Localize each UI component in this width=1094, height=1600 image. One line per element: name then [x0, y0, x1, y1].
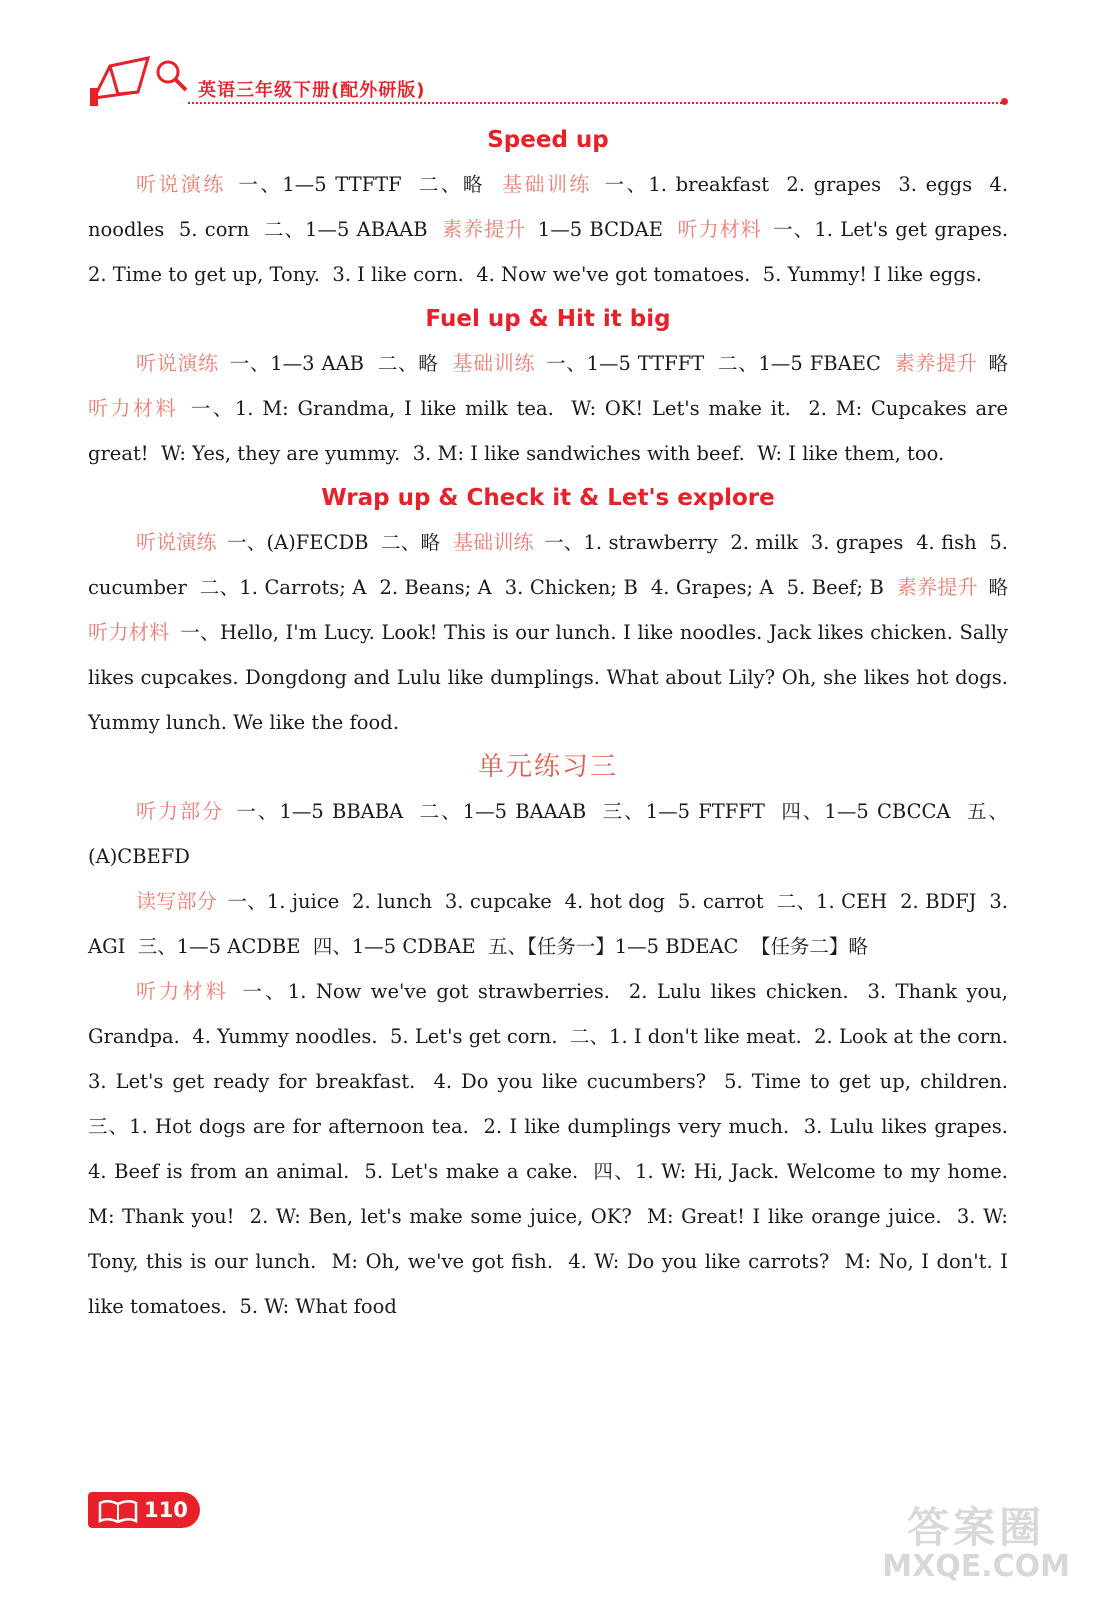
answer-text: 一、1. juice 2. lunch 3. cupcake 4. hot dog 5. carrot 二、1. CEH 2. BDFJ 3. AGI 三、1—5 ACDBE 四、1—5 CDBAE 五、【任务一】1—5 BDEAC 【任务二】略	[88, 890, 1015, 958]
category-label: 素养提升	[896, 575, 978, 599]
answer-text: 一、1. strawberry 2. milk 3. grapes 4. fish 5. cucumber 二、1. Carrots; A 2. Beans; A 3. Chicken; B 4. Grapes; A 5. Beef; B	[88, 531, 1015, 599]
answer-text: 一、1—5 TTFFT 二、1—5 FBAEC	[539, 352, 895, 375]
answer-paragraph	[88, 879, 1015, 969]
answer-text: 略	[982, 576, 1021, 599]
category-label: 听力材料	[88, 396, 179, 420]
category-label: 听力材料	[136, 979, 229, 1003]
category-label: 素养提升	[442, 217, 527, 241]
answer-paragraph	[88, 341, 1021, 476]
category-label: 读写部分	[136, 889, 217, 913]
category-label: 听说演练	[136, 172, 226, 196]
page-number: 110	[144, 1498, 188, 1522]
answer-paragraph	[88, 789, 1008, 879]
page-header	[88, 48, 1008, 110]
header-dot	[1001, 98, 1008, 105]
answer-text: 略	[981, 352, 1021, 375]
watermark-en: MXQE.COM	[882, 1548, 1070, 1584]
answer-content	[88, 118, 1021, 1329]
book-icon	[98, 1499, 138, 1523]
page-number-badge	[88, 1492, 200, 1528]
answer-text: 一、1—5 TTFTF 二、略	[229, 173, 503, 196]
answer-text: 一、1—5 BBABA 二、1—5 BAAAB 三、1—5 FTFFT 四、1—5 CBCCA 五、(A)CBEFD	[88, 800, 1009, 868]
answer-text: 1—5 BCDAE	[530, 218, 678, 241]
section-title: Fuel up & Hit it big	[425, 306, 671, 332]
category-label: 素养提升	[894, 351, 978, 375]
category-label: 听说演练	[136, 351, 219, 375]
header-divider	[188, 102, 1002, 104]
category-label: 基础训练	[502, 172, 592, 196]
answer-text: 一、Hello, I'm Lucy. Look! This is our lunch. I like noodles. Jack likes chicken. Sally likes cupcakes. Dongdong and Lulu like dumplings. What about Lily? Oh, she likes hot dogs. Yummy lunch. We like the food.	[88, 621, 1015, 734]
section-title: Speed up	[487, 127, 609, 153]
answer-text: 一、1. breakfast 2. grapes 3. eggs 4. noodles 5. corn 二、1—5 ABAAB	[88, 173, 1015, 241]
category-label: 听力材料	[677, 217, 762, 241]
answer-text: 一、1—3 AAB 二、略	[222, 352, 453, 375]
watermark-cn: 答案圈	[907, 1503, 1046, 1553]
answer-paragraph	[88, 969, 1021, 1329]
book-magnifier-icon	[88, 48, 192, 108]
answer-text: 一、1. M: Grandma, I like milk tea. W: OK! Let's make it. 2. M: Cupcakes are great! W: Yes, they are yummy. 3. M: I like sandwiches with beef. W: I like them, too.	[88, 397, 1015, 465]
book-title: 英语三年级下册(配外研版)	[198, 80, 426, 101]
category-label: 基础训练	[452, 530, 534, 554]
category-label: 听力材料	[88, 620, 170, 644]
category-label: 听说演练	[136, 530, 217, 554]
section-title: 单元练习三	[477, 752, 618, 782]
watermark	[882, 1503, 1070, 1584]
answer-paragraph	[88, 162, 1021, 297]
answer-text: 一、(A)FECDB 二、略	[220, 531, 453, 554]
section-title: Wrap up & Check it & Let's explore	[321, 485, 775, 511]
answer-text: 一、1. Now we've got strawberries. 2. Lulu likes chicken. 3. Thank you, Grandpa. 4. Yummy noodles. 5. Let's get corn. 二、1. I don't like meat. 2. Look at the corn. 3. Let's get ready for breakfast. 4. Do you like cucumbers? 5. Time to get up, children. 三、1. Hot dogs are for afternoon tea. 2. I like dumplings very much. 3. Lulu likes grapes. 4. Beef is from an animal. 5. Let's make a cake. 四、1. W: Hi, Jack. Welcome to my home. M: Thank you! 2. W: Ben, let's make some juice, OK? M: Great! I like orange juice. 3. W: Tony, this is our lunch. M: Oh, we've got fish. 4. W: Do you like carrots? M: No, I don't. I like tomatoes. 5. W: What food	[88, 980, 1021, 1318]
category-label: 基础训练	[452, 351, 536, 375]
page-footer	[88, 1492, 200, 1532]
answer-paragraph	[88, 520, 1021, 745]
answer-text: 一、1. Let's get grapes. 2. Time to get up, Tony. 3. I like corn. 4. Now we've got tomatoes. 5. Yummy! I like eggs.	[88, 218, 1021, 286]
category-label: 听力部分	[136, 799, 225, 823]
